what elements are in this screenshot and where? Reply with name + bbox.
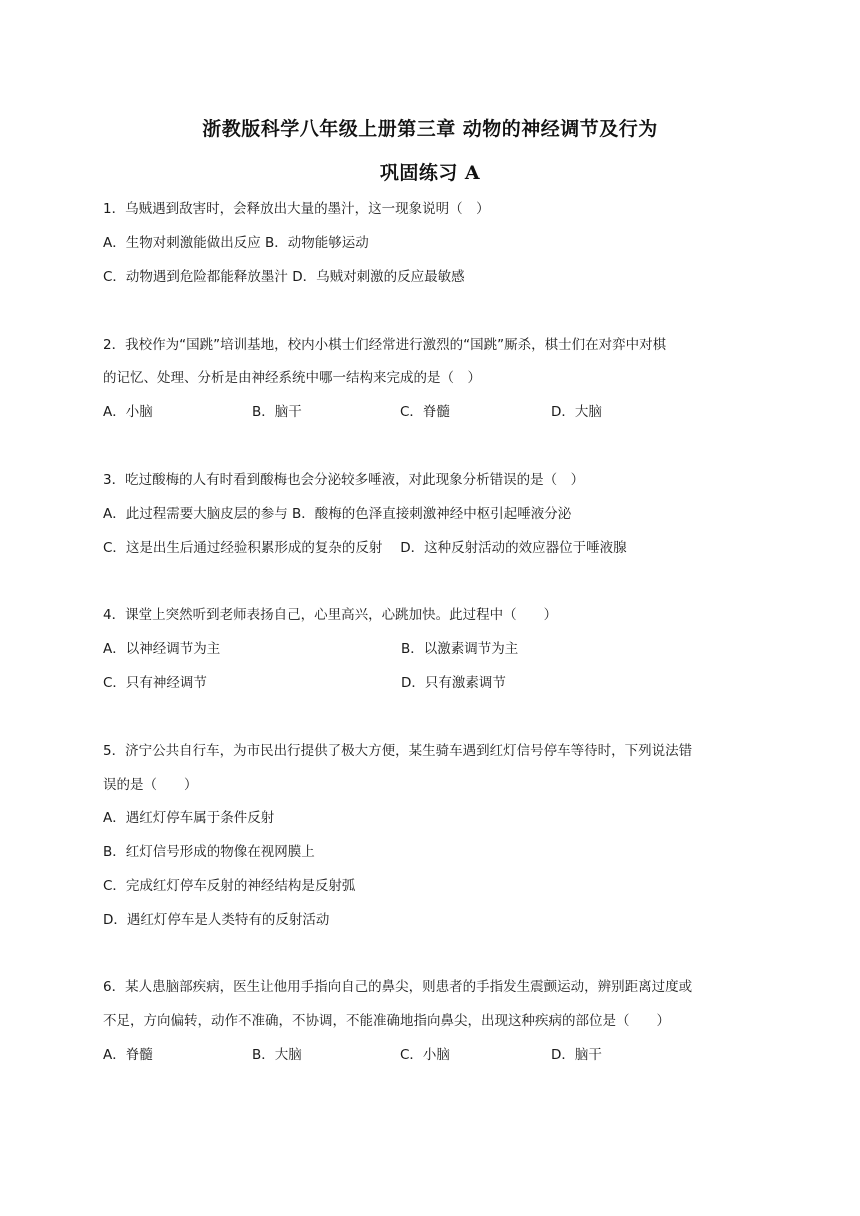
question-6-stem-line-1: 6．某人患脑部疾病，医生让他用手指向自己的鼻尖，则患者的手指发生震颤运动，辨别距离过度或 bbox=[103, 979, 693, 995]
question-4-stem: 4．课堂上突然听到老师表扬自己，心里高兴，心跳加快。此过程中（ ） bbox=[103, 607, 558, 623]
question-2-stem-line-2: 的记忆、处理、分析是由神经系统中哪一结构来完成的是（ ） bbox=[103, 370, 481, 386]
question-1-options-row-1: A．生物对刺激能做出反应 B．动物能够运动 bbox=[103, 235, 369, 251]
question-5-option-a: A．遇红灯停车属于条件反射 bbox=[103, 810, 275, 826]
question-5-stem-line-2: 误的是（ ） bbox=[103, 777, 198, 793]
question-2-option-d: D．大脑 bbox=[551, 404, 602, 420]
question-1-stem: 1．乌贼遇到敌害时，会释放出大量的墨汁，这一现象说明（ ） bbox=[103, 201, 490, 217]
question-4-option-a: A．以神经调节为主 bbox=[103, 641, 221, 657]
question-4-option-b: B．以激素调节为主 bbox=[401, 641, 519, 657]
question-6-option-a: A．脊髓 bbox=[103, 1047, 153, 1063]
question-4-option-c: C．只有神经调节 bbox=[103, 675, 207, 691]
question-2-option-c: C．脊髓 bbox=[400, 404, 450, 420]
question-4-option-d: D．只有激素调节 bbox=[401, 675, 506, 691]
document-title: 浙教版科学八年级上册第三章 动物的神经调节及行为 bbox=[202, 118, 658, 140]
question-2-option-a: A．小脑 bbox=[103, 404, 153, 420]
question-3-options-row-2: C．这是出生后通过经验积累形成的复杂的反射 D．这种反射活动的效应器位于唾液腺 bbox=[103, 540, 627, 556]
question-6-option-c: C．小脑 bbox=[400, 1047, 450, 1063]
question-5-stem-line-1: 5．济宁公共自行车，为市民出行提供了极大方便，某生骑车遇到红灯信号停车等待时，下列说法错 bbox=[103, 743, 693, 759]
question-2-stem-line-1: 2．我校作为“国跳”培训基地，校内小棋士们经常进行激烈的“国跳”厮杀，棋士们在对弈中对棋 bbox=[103, 337, 667, 353]
question-3-stem: 3．吃过酸梅的人有时看到酸梅也会分泌较多唾液，对此现象分析错误的是（ ） bbox=[103, 472, 585, 488]
question-5-option-d: D．遇红灯停车是人类特有的反射活动 bbox=[103, 912, 330, 928]
question-2-option-b: B．脑干 bbox=[252, 404, 302, 420]
question-1-options-row-2: C．动物遇到危险都能释放墨汁 D．乌贼对刺激的反应最敏感 bbox=[103, 269, 465, 285]
document-subtitle: 巩固练习 A bbox=[379, 162, 481, 184]
question-6-option-d: D．脑干 bbox=[551, 1047, 602, 1063]
question-3-options-row-1: A．此过程需要大脑皮层的参与 B．酸梅的色泽直接刺激神经中枢引起唾液分泌 bbox=[103, 506, 572, 522]
question-5-option-c: C．完成红灯停车反射的神经结构是反射弧 bbox=[103, 878, 356, 894]
question-5-option-b: B．红灯信号形成的物像在视网膜上 bbox=[103, 844, 315, 860]
question-6-stem-line-2: 不足，方向偏转，动作不准确，不协调，不能准确地指向鼻尖，出现这种疾病的部位是（ ） bbox=[103, 1013, 670, 1029]
question-6-option-b: B．大脑 bbox=[252, 1047, 302, 1063]
